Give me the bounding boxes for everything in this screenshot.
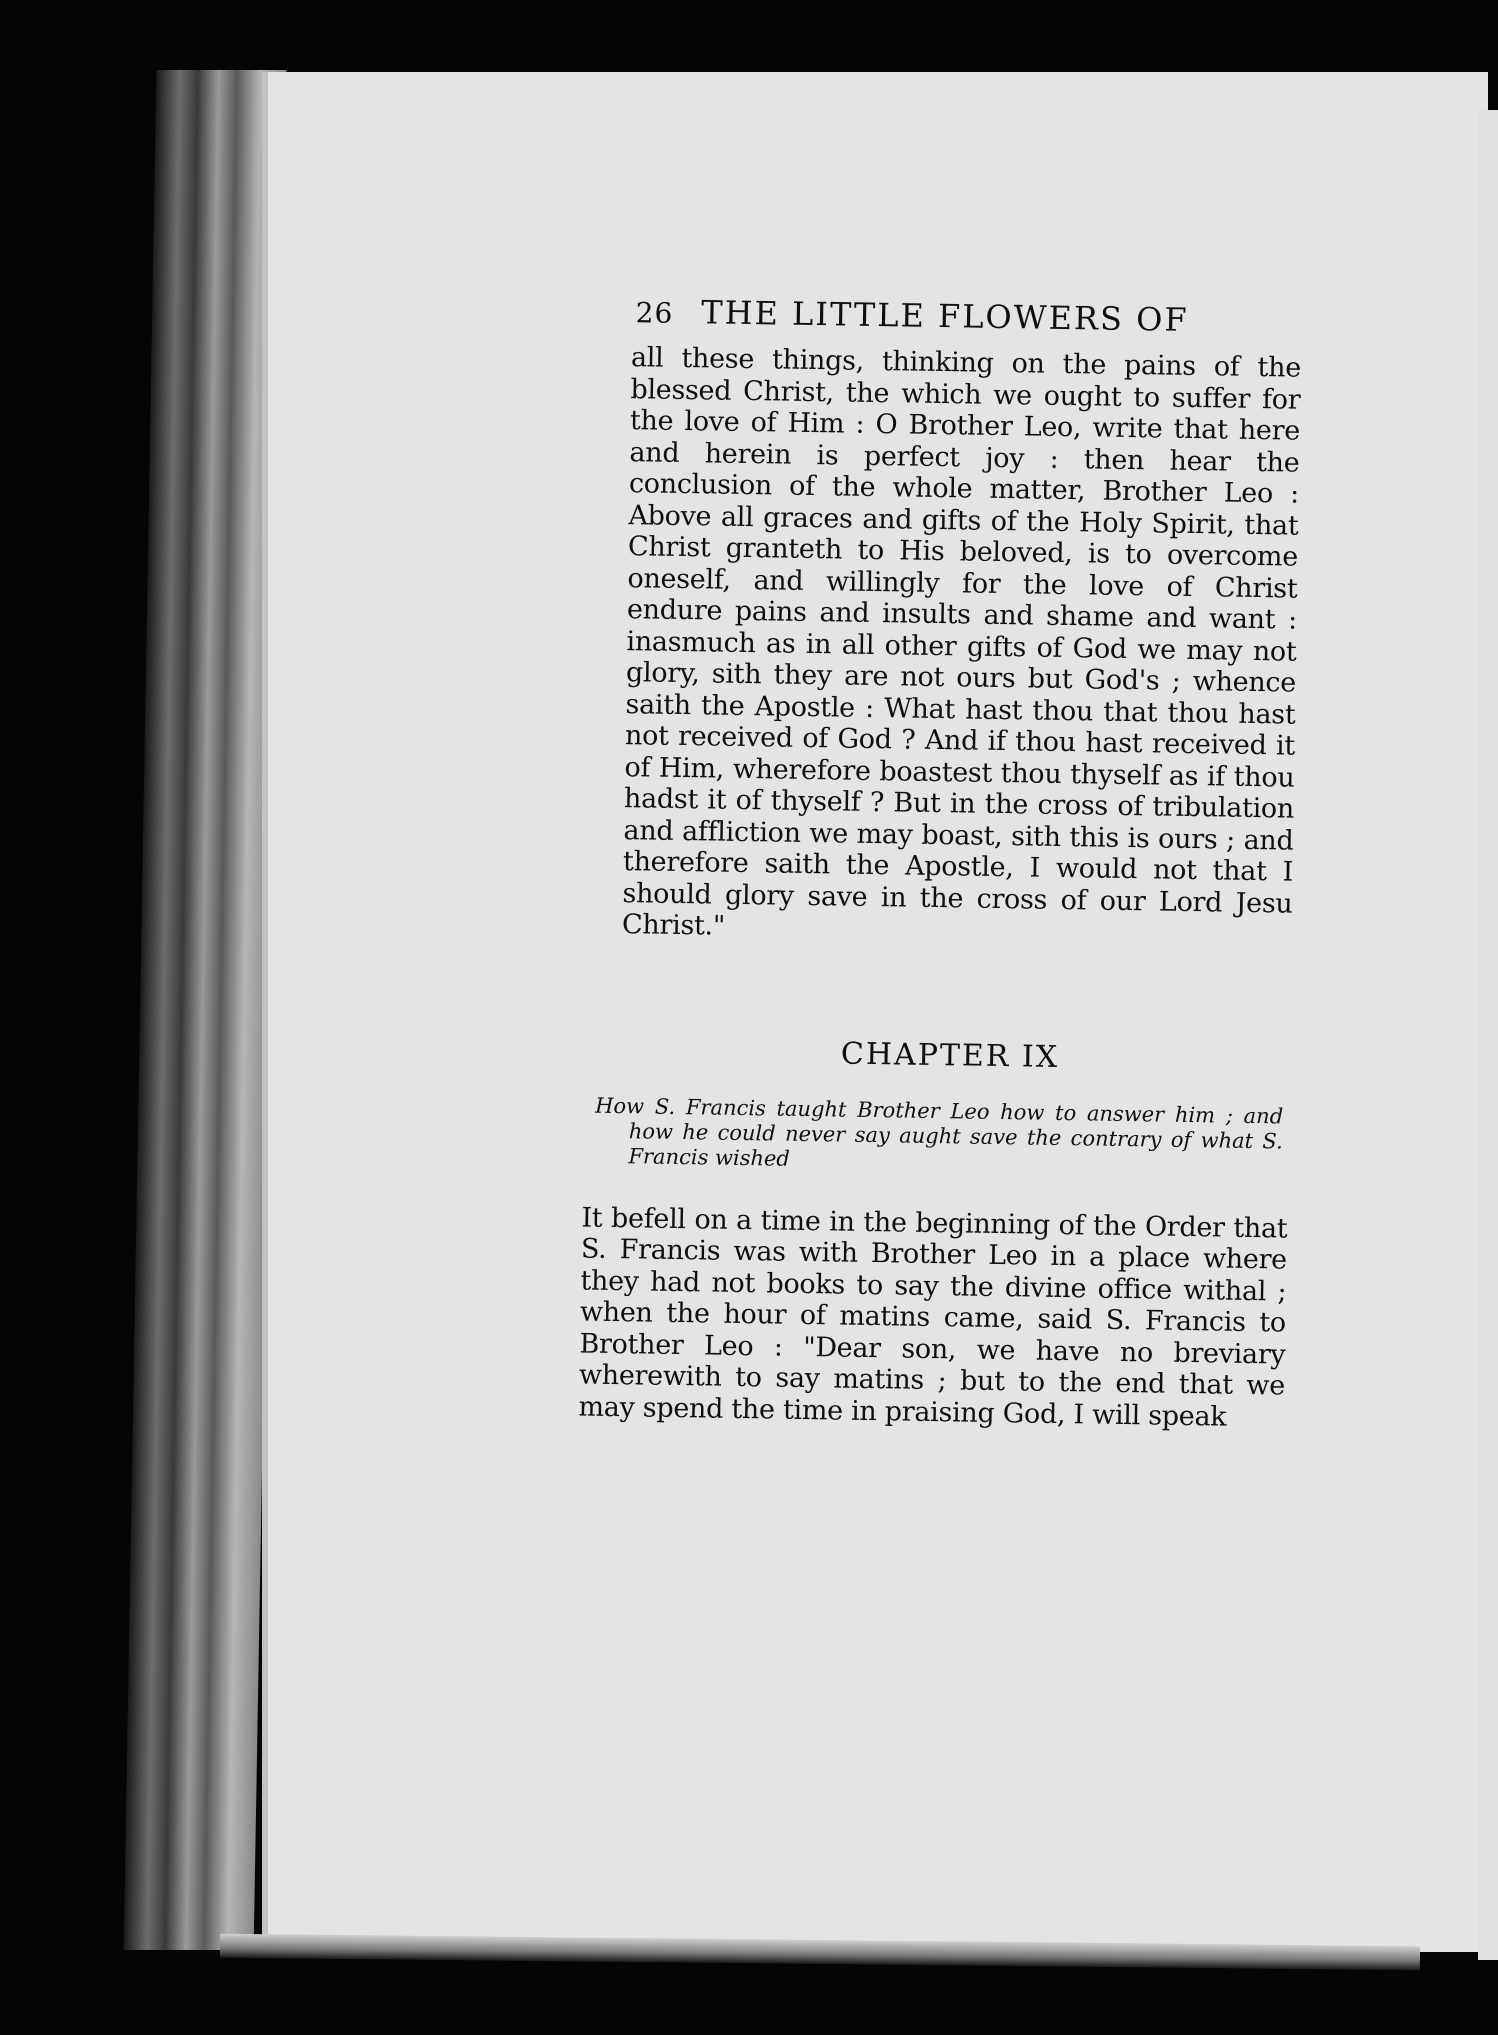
- body-paragraph-1: all these things, thinking on the pains of the blessed Christ, the which we ought to suffer for the love of Him : O Brother Leo, write that here and herein is perfect joy : then hear the conclusion of the whole matter, Brother Leo : Above all graces and gifts of the Holy Spirit, that Christ granteth to His beloved, is to overcome oneself, and willingly for the love of Christ endure pains and insults and shame and want : inasmuch as in all other gifts of God we may not glory, sith they are not ours but God's ; whence saith the Apostle : What hast thou that thou hast not received of God ? And if thou hast received it of Him, wherefore boastest thou thyself as if thou hadst it of thyself ? But in the cross of tribulation and affliction we may boast, sith this is ours ; and therefore saith the Apostle, I would not that I should glory save in the cross of our Lord Jesu Christ.": [621, 342, 1302, 942]
- chapter-heading: CHAPTER IX: [840, 1036, 1060, 1075]
- facing-page-edge: [1478, 110, 1498, 1960]
- running-title: THE LITTLE FLOWERS OF: [701, 293, 1189, 339]
- chapter-subtitle: How S. Francis taught Brother Leo how to answer him ; and how he could never say aught save the contrary of what S. Francis wished: [595, 1093, 1284, 1171]
- page-number: 26: [635, 296, 674, 330]
- body-paragraph-2: It befell on a time in the beginning of the Order that S. Francis was with Brother Leo in a place where they had not books to say the divine office withal ; when the hour of matins came, said S. Francis to Brother Leo : "Dear son, we have no breviary wherewith to say matins ; but to the end that we may spend the time in praising God, I will speak: [578, 1201, 1288, 1433]
- page-content: [578, 292, 1302, 1434]
